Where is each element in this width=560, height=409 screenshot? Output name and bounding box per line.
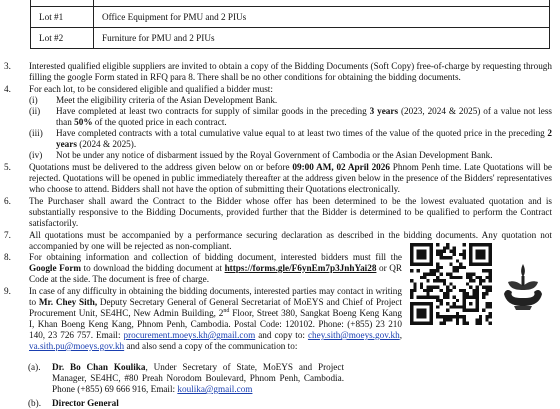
clause-text: Quotations must be delivered to the address given below on or before 09:00 AM, 02 April 2026 Phnom Penh time. Late Quotations will be rejected. Quotations will be opened in public immediately thereafter at the address given below in the presence of the Bidders' representatives who choose to attend. Bidders shall not have the option of submitting their Quotations electronically. <box>29 162 552 194</box>
va-sith-email-link[interactable]: va.sith.pu@moeys.gov.kh <box>29 341 125 351</box>
lot-description: Furniture for PMU and 2 PIUs <box>94 28 550 49</box>
lot-description: Office Equipment for PMU and 2 PIUs <box>94 7 550 28</box>
clause-number: 9. <box>4 286 11 296</box>
google-form-link[interactable]: https://forms.gle/F6ynEm7p3JnhYai28 <box>224 263 377 273</box>
ministry-emblem-icon <box>500 262 546 312</box>
contact-text: Director General <box>52 398 119 408</box>
criterion-text: Have completed contracts with a total cumulative value equal to at least two times of the value of the quoted price in the preceding 2 years (2024 & 2025). <box>56 128 552 149</box>
contact-number: (a). <box>28 362 41 372</box>
koulika-email-link[interactable]: koulika@gmail.com <box>177 384 253 394</box>
qr-code-image[interactable] <box>410 243 492 325</box>
procurement-email-link[interactable]: procurement.moeys.kh@gmail.com <box>123 330 256 340</box>
table-row <box>31 7 550 28</box>
clause-text: For each lot, to be considered eligible and qualified a bidder must: <box>29 84 273 94</box>
criterion-number: (ii) <box>29 106 41 116</box>
chey-sith-email-link[interactable]: chey.sith@moeys.gov.kh <box>307 330 400 340</box>
clause-text: Interested qualified eligible suppliers are invited to obtain a copy of the Bidding Documents (Soft Copy) free-of-charge by requesting through filling the google Form stated in RFQ para 8. There shall be no other conditions for obtaining the bidding documents. <box>29 61 552 82</box>
clause-number: 5. <box>4 162 11 172</box>
criterion-number: (iv) <box>29 150 43 160</box>
clause-text: In case of any difficulty in obtaining the bidding documents, interested parties may contact in writing to Mr. Chey Sith, Deputy Secretary General of General Secretariat of MoEYS and Chief of Project Procurement Unit, SE4HC, New Admin Building, 2nd Floor, Street 380, Sangkat Boeng Keng Kang I, Khan Boeng Keng Kang, Phnom Penh, Cambodia. Postal Code: 120102. Phone: (+855) 23 210 140, 23 726 757. Email: procurement.moeys.kh@gmail.com and copy to: chey.sith@moeys.gov.kh, va.sith.pu@moeys.gov.kh and also send a copy of the communication to: <box>29 286 402 351</box>
clause-text: All quotations must be accompanied by a performance securing declaration as described in the bidding documents. Any quotation not accompanied by one will be rejected as non-compliant. <box>29 230 552 251</box>
table-row <box>31 28 550 49</box>
lots-table <box>30 0 550 49</box>
criterion-number: (iii) <box>29 128 43 138</box>
criterion-text: Not be under any notice of disbarment issued by the Royal Government of Cambodia or the Asian Development Bank. <box>56 150 493 160</box>
lot-number: Lot #2 <box>31 28 94 49</box>
contact-number: (b). <box>28 398 42 408</box>
clause-number: 4. <box>4 84 11 94</box>
lot-number: Lot #1 <box>31 7 94 28</box>
criterion-text: Have completed at least two contracts for supply of similar goods in the preceding 3 years (2023, 2024 & 2025) of a value not less than 50% of the quoted price in each contract. <box>56 106 552 127</box>
criterion-text: Meet the eligibility criteria of the Asian Development Bank. <box>56 95 278 105</box>
clause-text: For obtaining information and collection of bidding document, interested bidders must fill the Google Form to download the bidding document at https://forms.gle/F6ynEm7p3JnhYai28 or QR Code at the side. The document is free of charge. <box>29 252 402 284</box>
clause-number: 3. <box>4 61 11 71</box>
clause-number: 6. <box>4 196 11 206</box>
criterion-number: (i) <box>29 95 38 105</box>
clause-number: 7. <box>4 230 11 240</box>
contact-text: Dr. Bo Chan Koulika, Under Secretary of State, MoEYS and Project Manager, SE4HC, #80 Preah Norodom Boulevard, Phnom Penh, Cambodia. Phone (+855) 69 666 916, Email: koulika@gmail.com <box>52 362 344 394</box>
clause-number: 8. <box>4 252 11 262</box>
clause-text: The Purchaser shall award the Contract to the Bidder whose offer has been determined to be the lowest evaluated quotation and is substantially responsive to the Bidding Documents, provided further that the Bidder is determined to be qualified to perform the Contract satisfactorily. <box>29 196 552 228</box>
